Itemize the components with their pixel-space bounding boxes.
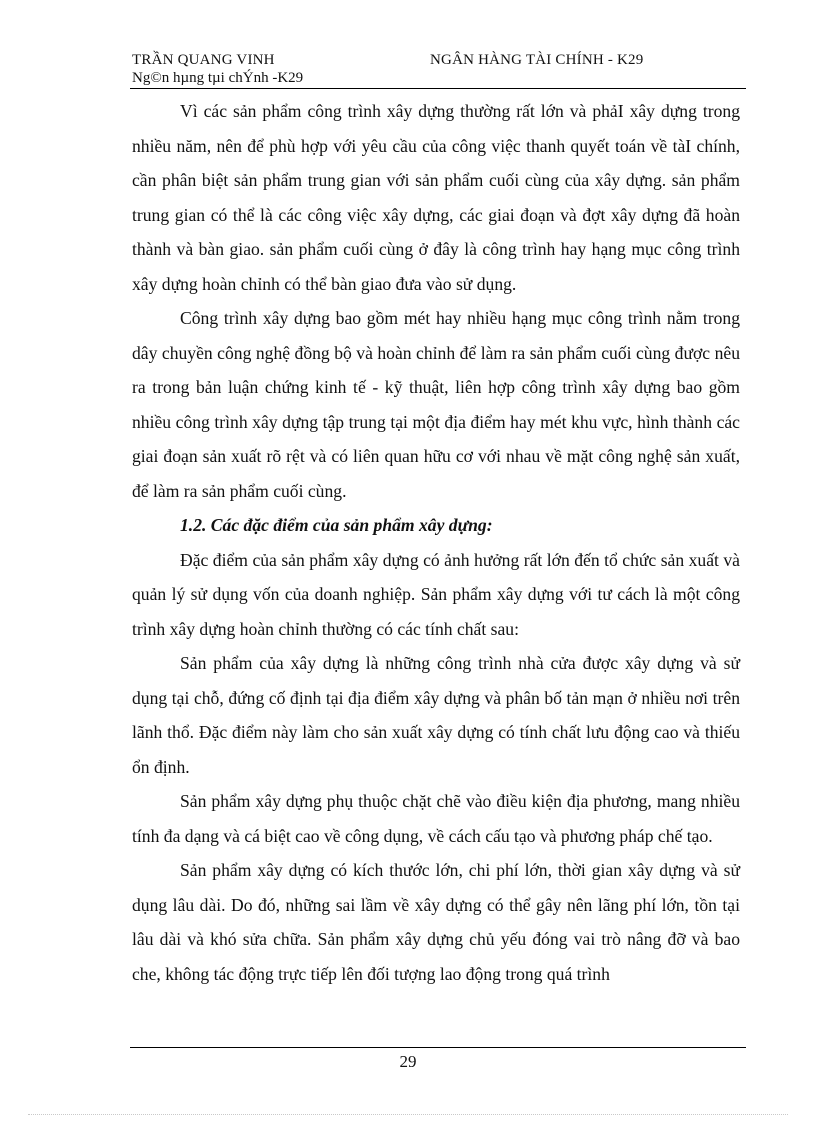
section-heading: 1.2. Các đặc điểm của sản phẩm xây dựng:	[180, 515, 493, 535]
header-author: TRẦN QUANG VINH	[132, 52, 275, 68]
footer-divider	[130, 1047, 746, 1048]
paragraph-6: Sản phẩm xây dựng có kích thước lớn, chi phí lớn, thời gian xây dựng và sử dụng lâu dài. Do đó, những sai lầm về xây dựng có thể gây nên lãng phí lớn, tồn tại lâu dài và khó sửa chữa. Sản phẩm xây dựng chủ yếu đóng vai trò nâng đỡ và bao che, không tác động trực tiếp lên đối tượng lao động trong quá trình	[132, 860, 740, 984]
header-divider	[130, 88, 746, 89]
paragraph-5: Sản phẩm xây dựng phụ thuộc chặt chẽ vào điều kiện địa phương, mang nhiều tính đa dạng và cá biệt cao về công dụng, về cách cấu tạo và phương pháp chế tạo.	[132, 791, 740, 846]
paragraph-3: Đặc điểm của sản phẩm xây dựng có ảnh hưởng rất lớn đến tổ chức sản xuất và quản lý sử dụng vốn của doanh nghiệp. Sản phẩm xây dựng với tư cách là một công trình xây dựng hoàn chỉnh thường có các tính chất sau:	[132, 549, 740, 639]
document-body	[132, 94, 740, 991]
page-number: 29	[399, 1052, 417, 1071]
header-subtitle: Ng©n hµng tµi chÝnh -K29	[132, 70, 304, 86]
paragraph-4: Sản phẩm của xây dựng là những công trình nhà cửa được xây dựng và sử dụng tại chỗ, đứng cố định tại địa điểm xây dựng và phân bố tản mạn ở nhiều nơi trên lãnh thổ. Đặc điểm này làm cho sản xuất xây dựng có tính chất lưu động cao và thiếu ổn định.	[132, 653, 740, 777]
header-school: NGÂN HÀNG TÀI CHÍNH - K29	[430, 52, 644, 68]
page-edge-dots	[28, 1114, 788, 1115]
paragraph-2: Công trình xây dựng bao gồm mét hay nhiều hạng mục công trình nằm trong dây chuyền công nghệ đồng bộ và hoàn chỉnh để làm ra sản phẩm cuối cùng được nêu ra trong bản luận chứng kinh tế - kỹ thuật, liên hợp công trình xây dựng bao gồm nhiều công trình xây dựng tập trung tại một địa điểm hay mét khu vực, hình thành các giai đoạn sản xuất rõ rệt và có liên quan hữu cơ với nhau về mặt công nghệ sản xuất, để làm ra sản phẩm cuối cùng.	[132, 308, 740, 501]
paragraph-1: Vì các sản phẩm công trình xây dựng thường rất lớn và phảI xây dựng trong nhiều năm, nên để phù hợp với yêu cầu của công việc thanh quyết toán về tàI chính, cần phân biệt sản phẩm trung gian với sản phẩm cuối cùng của xây dựng. sản phẩm trung gian có thể là các công việc xây dựng, các giai đoạn và đợt xây dựng đã hoàn thành và bàn giao. sản phẩm cuối cùng ở đây là công trình hay hạng mục công trình xây dựng hoàn chỉnh có thể bàn giao đưa vào sử dụng.	[132, 101, 740, 294]
page-header	[130, 52, 746, 92]
